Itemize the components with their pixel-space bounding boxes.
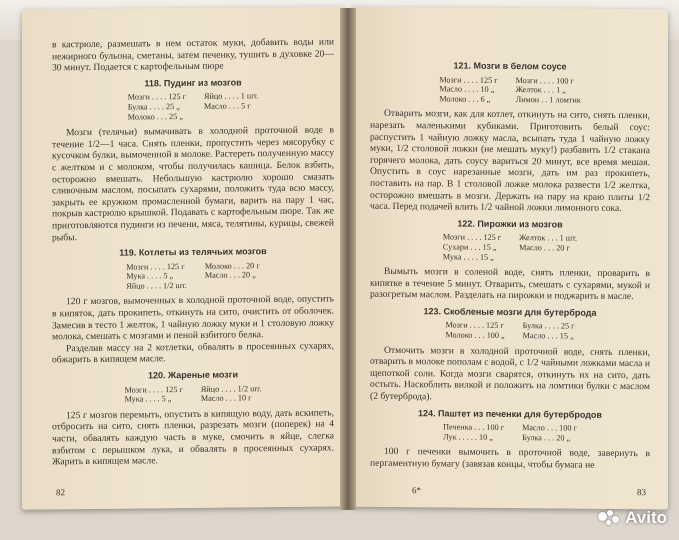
recipe-120-ingredients: Мозги . . . . 125 г Мука . . . . 5 „ Яйцо . . . . 1/2 шт. Масло . . . 10 г — [124, 383, 262, 404]
page-number-right: 83 — [637, 487, 646, 498]
recipe-119-text: 120 г мозгов, вымоченных в холодной проточной воде, опустить в кипяток, дать прокипеть, откинуть на сито, очистить от оболочек. Замесив в тесто 1 желток, 1 чайную ложку муки и 1 столовую ложку молока, смешать с мозгами и пеной взбитого белка. — [52, 293, 334, 343]
recipe-122-ingredients: Мозги . . . . 125 г Сухари . . . 15 „ Мука . . . . 15 „ Желток . . . 1 шт. Масло . . . 20 г — [442, 232, 578, 262]
intro-text: в кастрюле, размешать в нем остаток муки, добавить воды или нежирного бульона, сметаны, затем печенку, тушить в духовке 20—30 минут. Подается с картофельным пюре — [52, 36, 334, 74]
recipe-118-text: Мозги (телячьи) вымачивать в холодной проточной воде в течение 1/2—1 часа. Снять пленки, пропустить через мясорубку с кусочком булки, вымоченной в молоке. Растереть полученную массу с желтком и с молоком, чтобы получилась кашица. Белок взбить, осторожно вмешать. Небольшую кастрюлю хорошо смазать сливочным маслом, посыпать сухарями, положить туда всю массу, закрыть ее кружком промасленной бумаги, варить на пару 1 час, покрыв кастрюлю крышкой. Подавать с картофельным пюре. Так же приготовляются пудинги из печени, мяса, телятины, курицы, свежей рыбы. — [52, 124, 334, 243]
page-number-left: 82 — [56, 487, 65, 498]
watermark-text: Avito — [625, 508, 667, 527]
recipe-121-title: 121. Мозги в белом соусе — [453, 60, 567, 72]
open-book — [22, 8, 672, 516]
recipe-122-title: 122. Пирожки из мозгов — [457, 218, 563, 230]
recipe-120-title: 120. Жареные мозги — [147, 369, 239, 381]
avito-logo-icon — [598, 510, 620, 526]
recipe-119-title: 119. Котлеты из телячьих мозгов — [119, 246, 267, 258]
recipe-122-text: Вымыть мозги в соленой воде, снять пленки, проварить в кипятке в течение 5 минут. Отварить, смешать с сухарями, мукой и разогретым маслом. Разделать на пирожки и поджарить в масле. — [370, 265, 650, 303]
recipe-124-title: 124. Паштет из печенки для бутербродов — [418, 407, 602, 420]
recipe-118-ingredients: Мозги . . . . 125 г Булка . . . . 25 „ Молоко . . . 25 „ Яйцо . . . . 1 шт. Масло . . . 5 г — [127, 91, 259, 122]
recipe-124-ingredients: Печенка . . . 100 г Лук . . . . . 10 „ Масло . . . 100 г Булка . . . 20 „ — [443, 422, 577, 443]
left-page — [22, 6, 344, 509]
recipe-118-title: 118. Пудинг из мозгов — [144, 77, 242, 89]
recipe-124-text: 100 г печенки вымочить в проточной воде, завернуть в пергаментную бумагу (завязав концы, чтобы бумага не — [370, 446, 650, 471]
recipe-123-title: 123. Скобленые мозги для бутерброда — [423, 306, 597, 318]
recipe-119-ingredients: Мозги . . . . 125 г Мука . . . . 5 „ Яйцо . . . . 1/2 шт. Молоко . . . 20 г Масло . . . 20 „ — [126, 260, 260, 291]
signature-mark: 6* — [412, 485, 421, 496]
recipe-123-ingredients: Мозги . . . . 125 г Молоко . . . 100 „ Булка . . . . 25 г Масло . . . 15 „ — [445, 320, 575, 341]
recipe-119-text-2: Разделив массу на 2 котлетки, обвалять в просеянных сухарях, обжарить в кипящем масле. — [52, 340, 334, 366]
recipe-121-ingredients: Мозги . . . . 125 г Масло . . . . 10 „ Молоко . . . 6 „ Мозги . . . . 100 г Желток . . . 1 „ Лимон . . 1 ломтик — [439, 74, 581, 105]
recipe-120-text: 125 г мозгов перемыть, опустить в кипящую воду, дать вскипеть, отбросить на сито, снять пленки, разрезать мозги (поперек) на 4 части, обвалять каждую часть в муке, смочить в яйце, слегка взбитом с перышком лука, и обвалять в просеянных сухарях. Жарить в кипящем масле. — [52, 407, 334, 468]
book-spine — [340, 8, 356, 510]
recipe-123-text: Отмочить мозги в холодной проточной воде, снять пленки, отварить в молоке пополам с водой, с 1/2 чайными ложками масла и щепоткой соли. Когда мозги сварятся, откинуть их на сито, дать остыть. Наскоблить вилкой и положить на ломтики булки с маслом (2 бутерброда). — [370, 344, 650, 403]
recipe-121-text: Отварить мозги, как для котлет, откинуть на сито, снять пленки, нарезать маленькими кубиками. Приготовить белый соус: распустить 1 чайную ложку масла, всыпать туда 1 чайную ложку муки, 1/2 столовой ложки (не мешать муку!) разбавить 1/2 стакана горячего молока, дать соусу вариться 20 минут, все время мешая. Опустить в соус нарезанные мозги, дать им раз прокипеть, поставить на пар. В 1 столовой ложке молока развести 1/2 желтка, осторожно вмешать в мозги. Держать на пару на краю плиты 1/2 часа. Перед подачей влить 1/2 чайной ложки лимонного сока. — [370, 108, 650, 215]
right-page — [352, 7, 668, 510]
avito-watermark — [598, 508, 667, 528]
